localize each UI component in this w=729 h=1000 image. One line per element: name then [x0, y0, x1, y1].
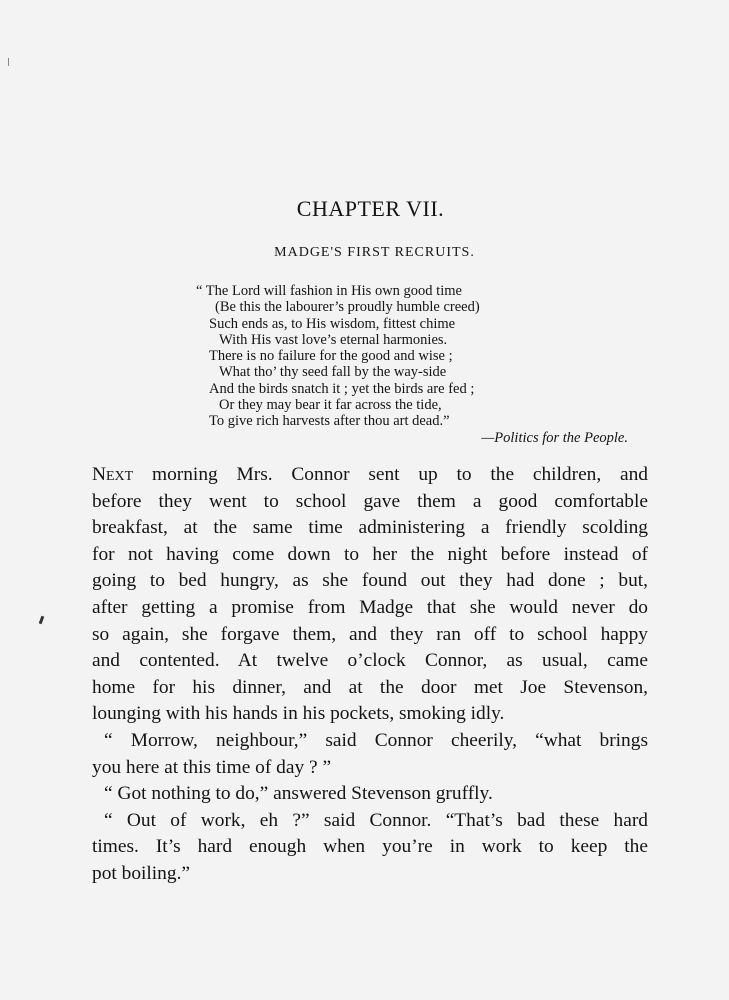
epigraph-line: There is no failure for the good and wise ; — [209, 348, 453, 365]
paragraph — [92, 462, 648, 728]
paragraph-line: before they went to school gave them a good comfortable — [92, 490, 648, 512]
body-text — [92, 462, 648, 888]
paragraph-line: after getting a promise from Madge that she would never do — [92, 596, 648, 618]
epigraph-line: What tho’ thy seed fall by the way-side — [219, 364, 447, 381]
epigraph-line: Or they may bear it far across the tide, — [219, 397, 442, 414]
paragraph — [92, 781, 648, 808]
chapter-subtitle: MADGE'S FIRST RECRUITS. — [274, 245, 475, 260]
paragraph-line: you here at this time of day ? ” — [92, 756, 332, 778]
epigraph — [190, 283, 650, 446]
paragraph — [92, 808, 648, 888]
paragraph-line: breakfast, at the same time administering a friendly scolding — [92, 517, 648, 539]
drop-word: Next — [92, 464, 134, 485]
margin-mark — [39, 616, 45, 625]
margin-speck — [8, 58, 9, 66]
chapter-title: CHAPTER VII. — [296, 196, 445, 221]
paragraph-line: lounging with his hands in his pockets, smoking idly. — [92, 703, 505, 725]
paragraph-line: for not having come down to her the night before instead of — [92, 543, 648, 565]
paragraph-line: and contented. At twelve o’clock Connor, as usual, came — [92, 650, 648, 672]
epigraph-line: And the birds snatch it ; yet the birds are fed ; — [209, 380, 475, 397]
paragraph — [92, 728, 648, 781]
paragraph-line: going to bed hungry, as she found out they had done ; but, — [92, 570, 648, 592]
paragraph-line: “ Out of work, eh ?” said Connor. “That’s bad these hard — [104, 809, 648, 831]
paragraph-line: Next morning Mrs. Connor sent up to the children, and — [92, 464, 648, 485]
epigraph-line: (Be this the labourer’s proudly humble creed) — [215, 299, 480, 316]
epigraph-line: Such ends as, to His wisdom, fittest chime — [209, 315, 456, 332]
paragraph-line: “ Morrow, neighbour,” said Connor cheerily, “what brings — [104, 729, 648, 751]
paragraph-line: “ Got nothing to do,” answered Stevenson gruffly. — [104, 783, 493, 805]
paragraph-line: home for his dinner, and at the door met Joe Stevenson, — [92, 676, 648, 698]
epigraph-line: With His vast love’s eternal harmonies. — [219, 331, 448, 348]
epigraph-attribution: —Politics for the People. — [481, 429, 628, 446]
epigraph-line: To give rich harvests after thou art dead.” — [209, 413, 450, 430]
epigraph-line: “ The Lord will fashion in His own good time — [196, 283, 462, 299]
paragraph-line: times. It’s hard enough when you’re in work to keep the — [92, 836, 648, 858]
paragraph-line: pot boiling.” — [92, 862, 191, 884]
paragraph-line: so again, she forgave them, and they ran off to school happy — [92, 623, 648, 645]
